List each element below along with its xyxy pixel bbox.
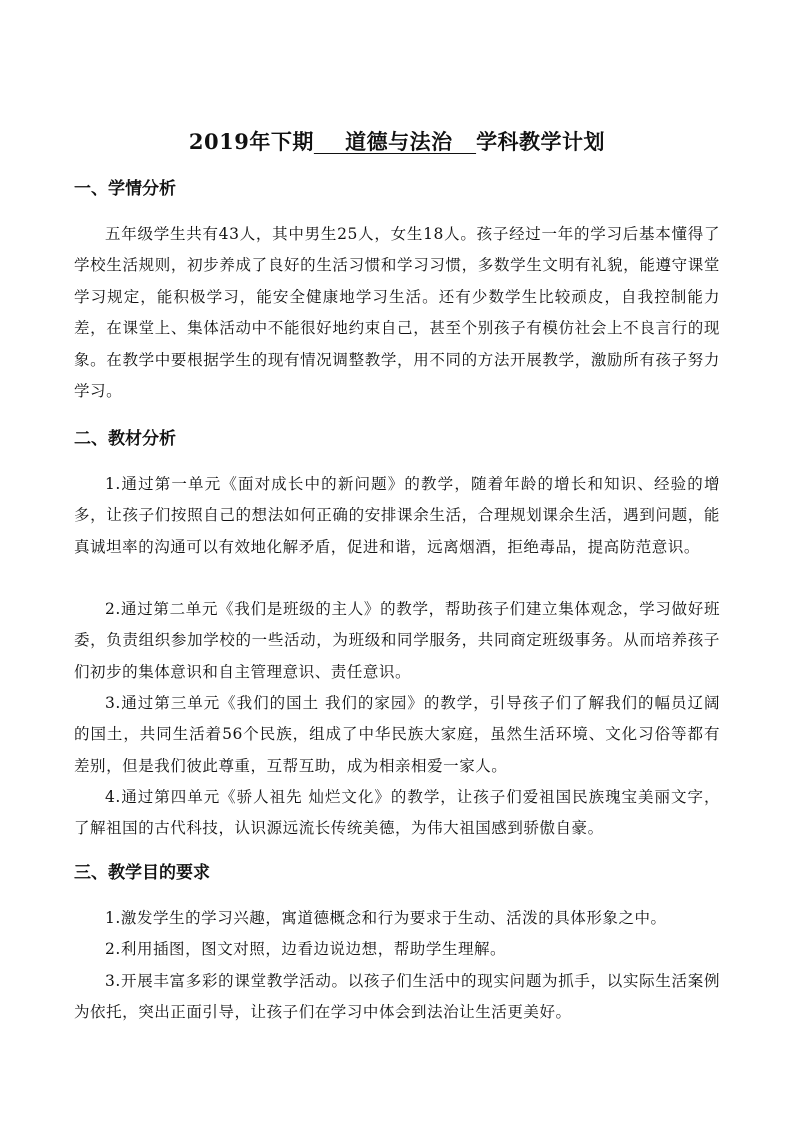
title-year: 2019年下期: [188, 129, 314, 154]
section-2-paragraph-1: 1.通过第一单元《面对成长中的新问题》的教学，随着年龄的增长和知识、经验的增多，让孩子们按照自己的想法如何正确的安排课余生活，合理规划课余生活，遇到问题，能真诚坦率的沟通可以有效地化解矛盾，促进和谐，远离烟酒，拒绝毒品，提高防范意识。: [74, 475, 720, 556]
section-1-paragraph-1: 五年级学生共有43人，其中男生25人，女生18人。孩子经过一年的学习后基本懂得了学校生活规则，初步养成了良好的生活习惯和学习习惯，多数学生文明有礼貌，能遵守课堂学习规定，能积极学习，能安全健康地学习生活。还有少数学生比较顽皮，自我控制能力差，在课堂上、集体活动中不能很好地约束自己，甚至个别孩子有模仿社会上不良言行的现象。在教学中要根据学生的现有情况调整教学，用不同的方法开展教学，激励所有孩子努力学习。: [74, 225, 720, 401]
section-2-paragraph-4: 4.通过第四单元《骄人祖先 灿烂文化》的教学，让孩子们爱祖国民族瑰宝美丽文字，了解祖国的古代科技，认识源远流长传统美德，为伟大祖国感到骄傲自豪。: [74, 788, 720, 838]
section-2-paragraph-2: 2.通过第二单元《我们是班级的主人》的教学，帮助孩子们建立集体观念，学习做好班委，负责组织参加学校的一些活动，为班级和同学服务，共同商定班级事务。从而培养孩子们初步的集体意识和自主管理意识、责任意识。: [74, 600, 720, 681]
section-3-paragraph-3: 3.开展丰富多彩的课堂教学活动。以孩子们生活中的现实问题为抓手，以实际生活案例为依托，突出正面引导，让孩子们在学习中体会到法治让生活更美好。: [74, 972, 720, 1022]
section-heading-3: 三、教学目的要求: [74, 863, 210, 883]
section-heading-2: 二、教材分析: [74, 429, 176, 449]
section-2-paragraph-3: 3.通过第三单元《我们的国土 我们的家园》的教学，引导孩子们了解我们的幅员辽阔的国土，共同生活着56个民族，组成了中华民族大家庭，虽然生活环境、文化习俗等都有差别，但是我们彼此尊重，互帮互助，成为相亲相爱一家人。: [74, 694, 720, 775]
title-subject: 道德与法治: [313, 129, 477, 154]
section-heading-1: 一、学情分析: [74, 179, 176, 199]
section-3-paragraph-2: 2.利用插图，图文对照，边看边说边想，帮助学生理解。: [105, 940, 507, 958]
section-3-paragraph-1: 1.激发学生的学习兴趣，寓道德概念和行为要求于生动、活泼的具体形象之中。: [105, 909, 667, 927]
page-title: [0, 126, 794, 158]
title-suffix: 学科教学计划: [476, 129, 606, 154]
